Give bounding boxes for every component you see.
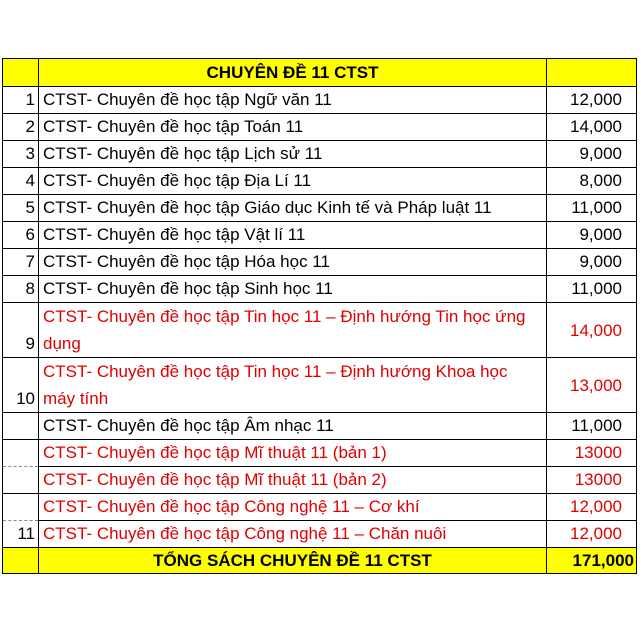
book-title: CTST- Chuyên đề học tập Ngữ văn 11 <box>39 87 547 114</box>
total-value: 171,000 <box>547 548 637 574</box>
table-row <box>3 87 637 114</box>
table-row <box>3 114 637 141</box>
table-row <box>3 303 637 358</box>
book-title: CTST- Chuyên đề học tập Âm nhạc 11 <box>39 413 547 440</box>
book-price: 13,000 <box>547 358 637 413</box>
book-price: 14,000 <box>547 303 637 358</box>
row-number: 10 <box>3 358 39 413</box>
row-number: 6 <box>3 222 39 249</box>
row-number: 3 <box>3 141 39 168</box>
book-price: 12,000 <box>547 87 637 114</box>
book-price: 12,000 <box>547 521 637 548</box>
book-title: CTST- Chuyên đề học tập Sinh học 11 <box>39 276 547 303</box>
row-number: 7 <box>3 249 39 276</box>
book-price: 8,000 <box>547 168 637 195</box>
book-title: CTST- Chuyên đề học tập Tin học 11 – Định hướng Khoa học máy tính <box>39 358 547 413</box>
header-row <box>3 59 637 87</box>
book-price: 9,000 <box>547 222 637 249</box>
book-title: CTST- Chuyên đề học tập Giáo dục Kinh tế và Pháp luật 11 <box>39 195 547 222</box>
book-price: 11,000 <box>547 195 637 222</box>
table-row <box>3 168 637 195</box>
row-number: 8 <box>3 276 39 303</box>
row-number: 11 <box>3 521 39 548</box>
book-price: 12,000 <box>547 494 637 521</box>
header-title: CHUYÊN ĐỀ 11 CTST <box>39 59 547 87</box>
book-title: CTST- Chuyên đề học tập Hóa học 11 <box>39 249 547 276</box>
row-number: 1 <box>3 87 39 114</box>
book-title: CTST- Chuyên đề học tập Công nghệ 11 – Cơ khí <box>39 494 547 521</box>
book-title: CTST- Chuyên đề học tập Mĩ thuật 11 (bản 1) <box>39 440 547 467</box>
table-row <box>3 521 637 548</box>
book-price: 11,000 <box>547 276 637 303</box>
table-row <box>3 440 637 467</box>
book-title: CTST- Chuyên đề học tập Toán 11 <box>39 114 547 141</box>
header-blank-cell <box>547 59 637 87</box>
row-number <box>3 413 39 440</box>
book-title: CTST- Chuyên đề học tập Địa Lí 11 <box>39 168 547 195</box>
book-title: CTST- Chuyên đề học tập Công nghệ 11 – Chăn nuôi <box>39 521 547 548</box>
total-label: TỔNG SÁCH CHUYÊN ĐỀ 11 CTST <box>39 548 547 574</box>
total-blank-cell <box>3 548 39 574</box>
book-price: 9,000 <box>547 141 637 168</box>
header-blank-cell <box>3 59 39 87</box>
book-price: 13000 <box>547 467 637 494</box>
row-number: 4 <box>3 168 39 195</box>
book-title: CTST- Chuyên đề học tập Tin học 11 – Định hướng Tin học ứng dụng <box>39 303 547 358</box>
table-row <box>3 276 637 303</box>
table-row <box>3 358 637 413</box>
row-number <box>3 467 39 494</box>
table-row <box>3 494 637 521</box>
book-title: CTST- Chuyên đề học tập Lịch sử 11 <box>39 141 547 168</box>
table-row <box>3 195 637 222</box>
table-row <box>3 141 637 168</box>
table-row <box>3 413 637 440</box>
table-row <box>3 467 637 494</box>
row-number: 5 <box>3 195 39 222</box>
book-price-table <box>2 58 637 574</box>
row-number <box>3 494 39 521</box>
row-number <box>3 440 39 467</box>
book-price: 14,000 <box>547 114 637 141</box>
row-number: 9 <box>3 303 39 358</box>
book-price: 11,000 <box>547 413 637 440</box>
book-title: CTST- Chuyên đề học tập Vật lí 11 <box>39 222 547 249</box>
table-row <box>3 249 637 276</box>
book-price: 13000 <box>547 440 637 467</box>
book-price: 9,000 <box>547 249 637 276</box>
total-row <box>3 548 637 574</box>
book-title: CTST- Chuyên đề học tập Mĩ thuật 11 (bản 2) <box>39 467 547 494</box>
row-number: 2 <box>3 114 39 141</box>
table-row <box>3 222 637 249</box>
